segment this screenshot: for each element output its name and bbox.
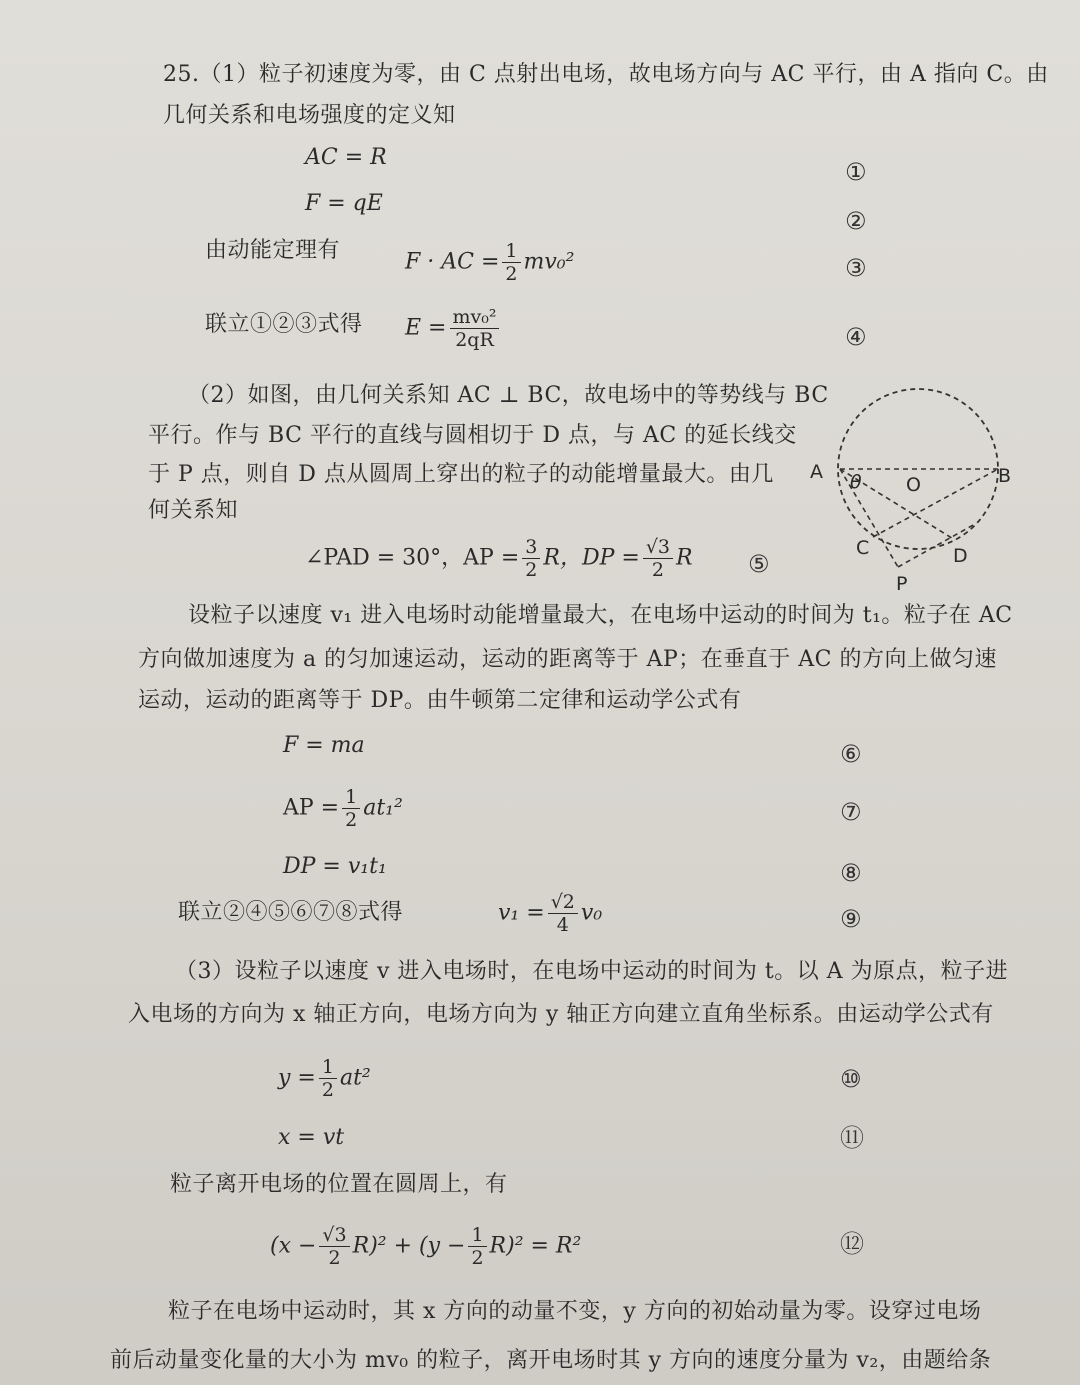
eq-number-1: ①: [845, 158, 867, 186]
eq7: AP = $\frac{1}{2}$ at₁²: [283, 786, 403, 831]
label-o: O: [906, 474, 921, 496]
eq4: E = $\frac{\text{mv₀²}}{2qR}$: [405, 306, 502, 351]
eq-number-5: ⑤: [748, 550, 770, 578]
label-p: P: [896, 573, 908, 595]
p2-line3: 于 P 点，则自 D 点从圆周上穿出的粒子的动能增量最大。由几: [148, 462, 774, 487]
eq-number-8: ⑧: [840, 859, 862, 887]
eq5: ∠PAD = 30°，AP = $\frac{3}{2}$ R，DP = $\frac{√3}{2}$ R: [305, 536, 693, 581]
p2-line4: 何关系知: [148, 498, 239, 523]
eq-number-2: ②: [845, 207, 867, 235]
eq9: v₁ = $\frac{√2}{4}$ v₀: [498, 891, 603, 936]
eq-number-4: ④: [845, 323, 867, 351]
label-c: C: [856, 537, 870, 559]
p3-line3: 运动，运动的距离等于 DP。由牛顿第二定律和运动学公式有: [138, 688, 742, 713]
eq6: F = ma: [283, 733, 365, 758]
p1-line1: 25.（1）粒子初速度为零，由 C 点射出电场，故电场方向与 AC 平行，由 A 指向 C。由: [163, 62, 1049, 87]
eq9-label: 联立②④⑤⑥⑦⑧式得: [178, 900, 404, 925]
label-d: D: [953, 545, 968, 567]
eq-number-3: ③: [845, 254, 867, 282]
eq2: F = qE: [305, 191, 383, 216]
p4-line5: 前后动量变化量的大小为 mv₀ 的粒子，离开电场时其 y 方向的速度分量为 v₂，由题给条: [110, 1348, 992, 1373]
p4-line4: 粒子在电场中运动时，其 x 方向的动量不变，y 方向的初始动量为零。设穿过电场: [168, 1299, 982, 1324]
label-b: B: [998, 465, 1012, 487]
eq-number-9: ⑨: [840, 905, 862, 933]
p4-line1: （3）设粒子以速度 v 进入电场时，在电场中运动的时间为 t。以 A 为原点，粒子进: [175, 959, 1009, 984]
eq11: x = vt: [278, 1125, 345, 1150]
eq3-label: 由动能定理有: [205, 238, 341, 263]
p2-line2: 平行。作与 BC 平行的直线与圆相切于 D 点，与 AC 的延长线交: [148, 423, 797, 448]
geometry-diagram: [800, 372, 1040, 604]
eq-number-11: ⑪: [840, 1124, 864, 1152]
eq1: AC = R: [305, 145, 387, 170]
eq10: y = $\frac{1}{2}$ at²: [278, 1056, 371, 1101]
eq4-label: 联立①②③式得: [205, 312, 363, 337]
p4-line3: 粒子离开电场的位置在圆周上，有: [170, 1172, 508, 1197]
p4-line2: 入电场的方向为 x 轴正方向，电场方向为 y 轴正方向建立直角坐标系。由运动学公式有: [128, 1002, 994, 1027]
line-bc: [873, 469, 998, 537]
p3-line2: 方向做加速度为 a 的匀加速运动，运动的距离等于 AP；在垂直于 AC 的方向上做匀速: [138, 647, 997, 672]
eq12: (x − $\frac{√3}{2}$ R)² + (y − $\frac{1}{2}$ R)² = R²: [270, 1224, 582, 1269]
eq3: F · AC = $\frac{1}{2}$ mv₀²: [405, 240, 575, 285]
eq-number-12: ⑫: [840, 1230, 864, 1258]
eq-number-6: ⑥: [840, 740, 862, 768]
eq-number-7: ⑦: [840, 798, 862, 826]
p2-line1: （2）如图，由几何关系知 AC ⊥ BC，故电场中的等势线与 BC: [188, 383, 829, 408]
p3-line1: 设粒子以速度 v₁ 进入电场时动能增量最大，在电场中运动的时间为 t₁。粒子在 AC: [188, 603, 1013, 628]
label-a: A: [810, 461, 823, 483]
p1-line2: 几何关系和电场强度的定义知: [163, 103, 456, 128]
eq8: DP = v₁t₁: [283, 854, 387, 879]
eq-number-10: ⑩: [840, 1065, 862, 1093]
label-theta: θ: [850, 471, 862, 493]
